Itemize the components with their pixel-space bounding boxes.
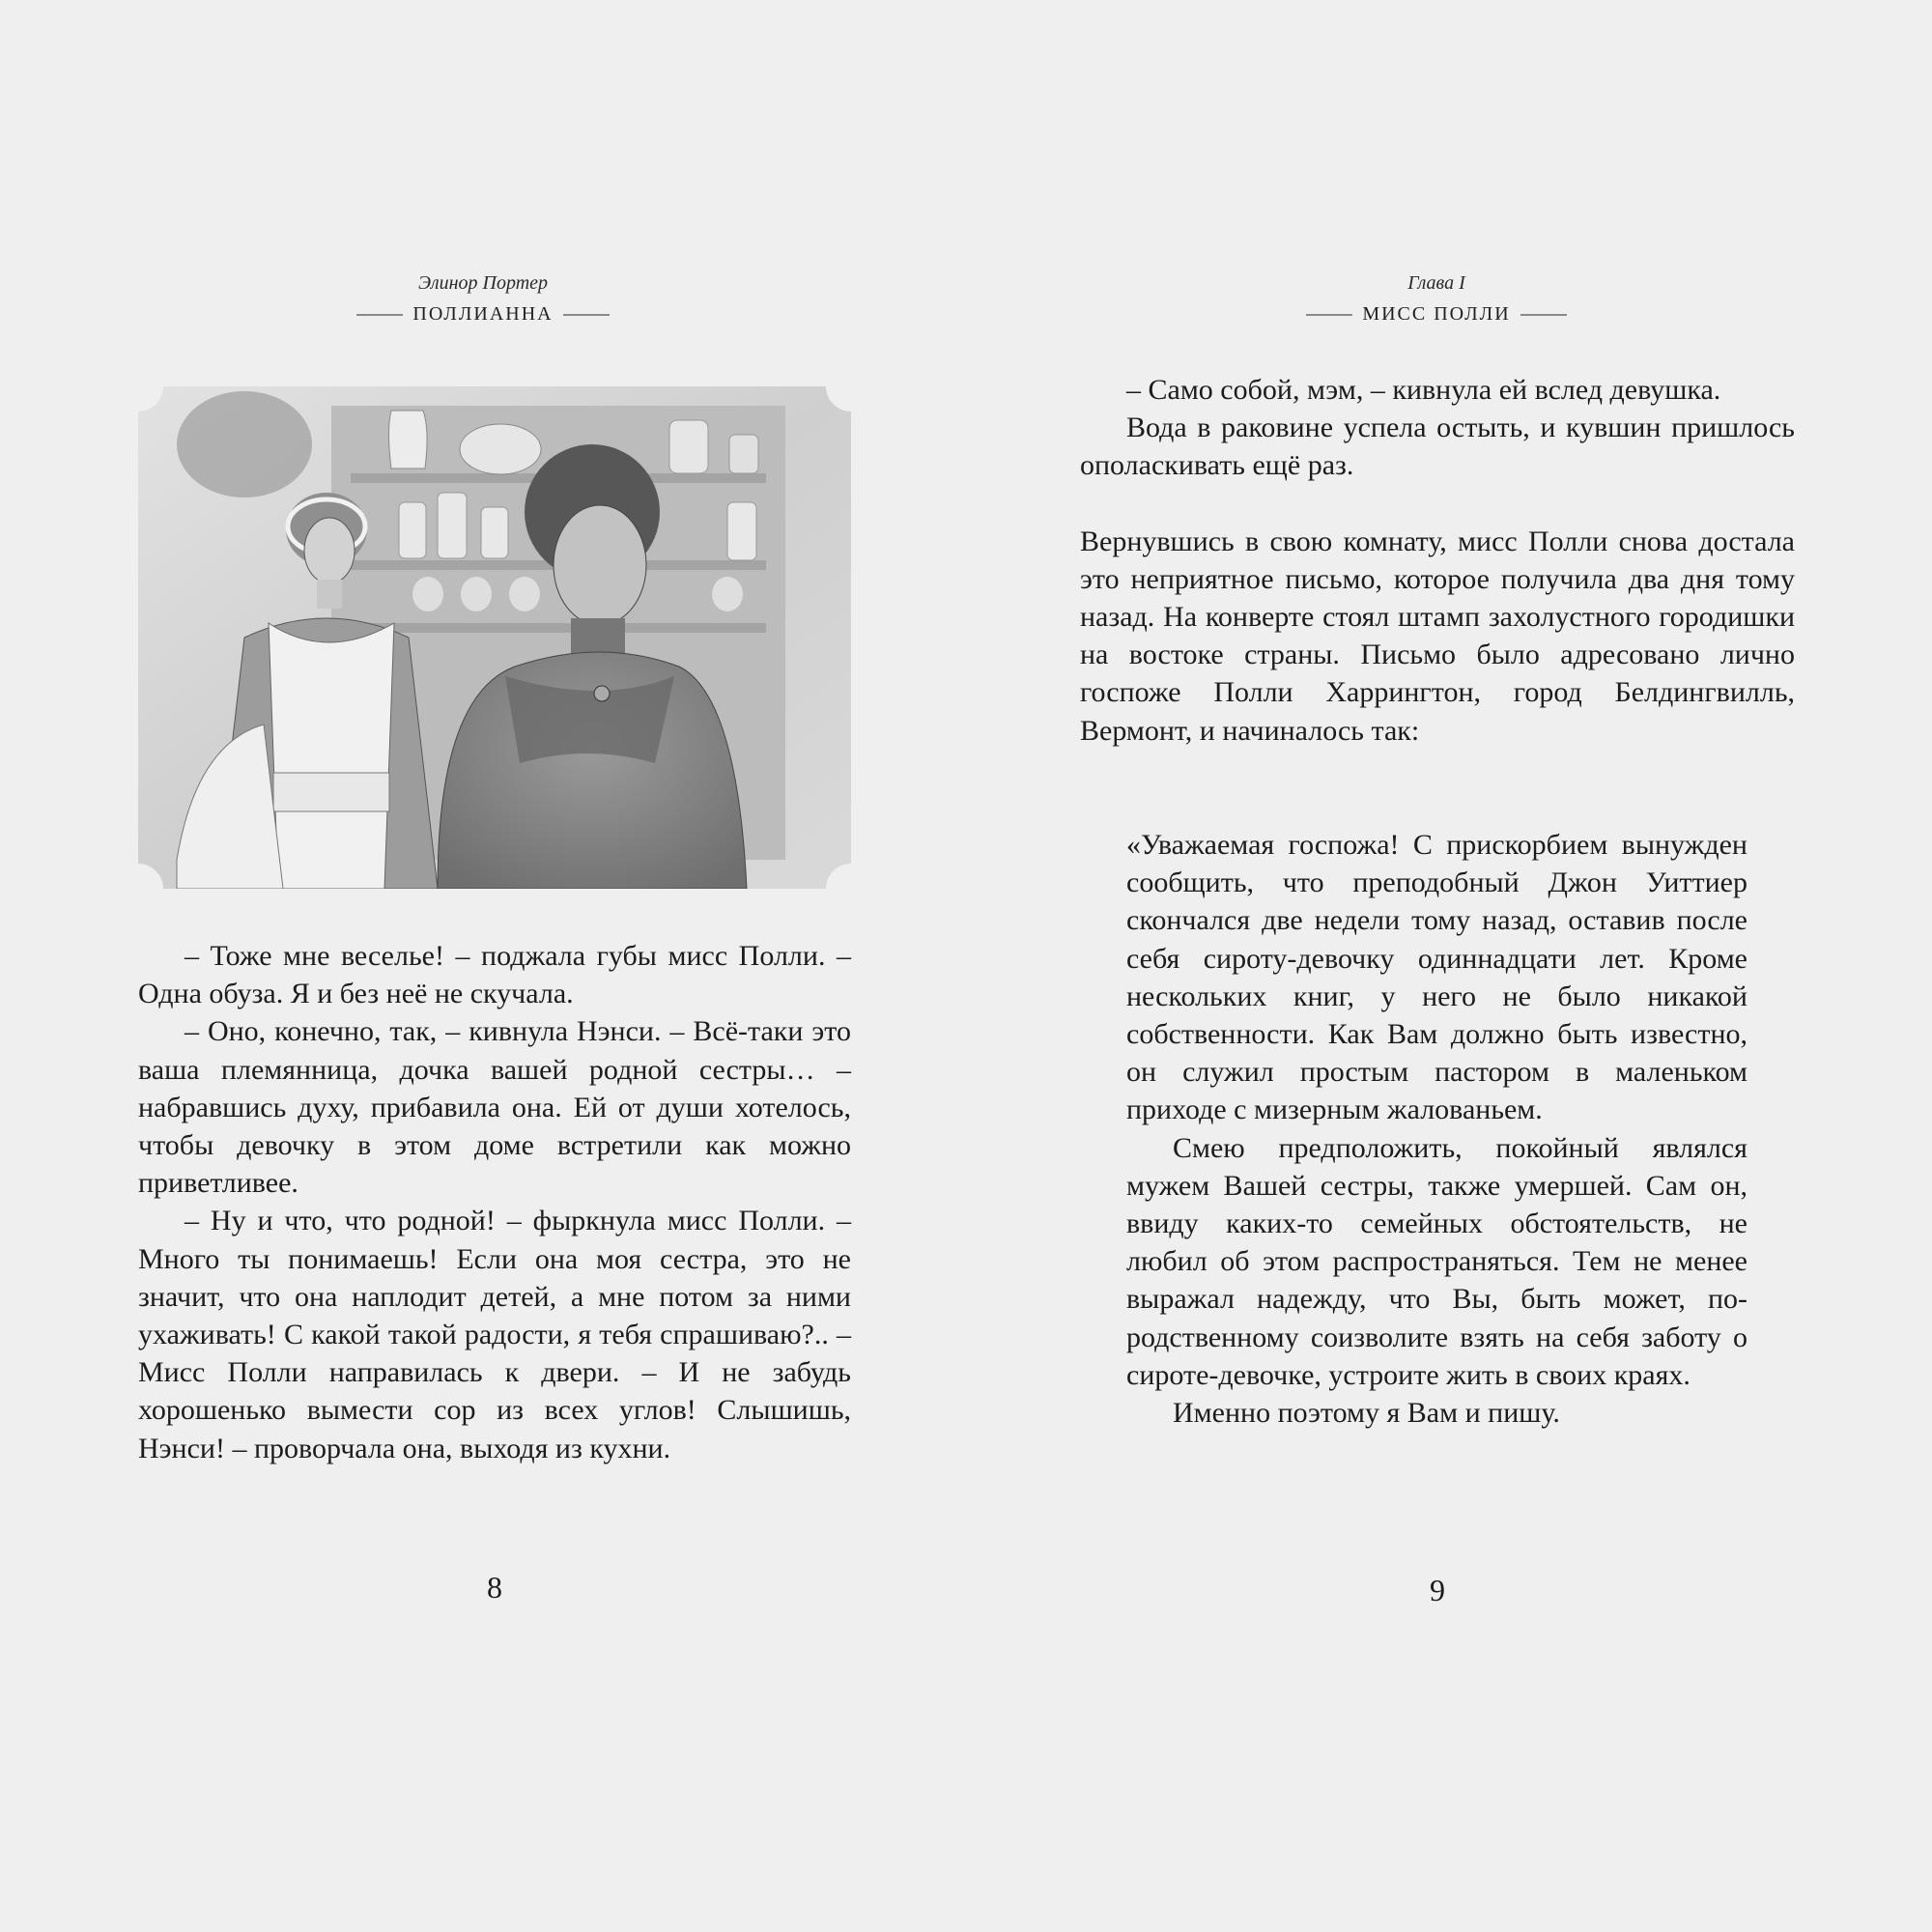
left-page-text bbox=[138, 937, 851, 1467]
letter-paragraph: Смею предположить, покойный являлся мужем Вашей сестры, также умершей. Сам он, ввиду каких-то семейных обстоятельств, не любил об этом распространяться. Тем не менее выражал надежду, что Вы, быть может, по-родственному соизволите взять на себя заботу о сироте-девочке, устроите жить в своих краях. bbox=[1126, 1131, 1747, 1391]
letter-paragraph: Именно поэтому я Вам и пишу. bbox=[1173, 1397, 1560, 1430]
rule-divider bbox=[356, 314, 403, 316]
illustration bbox=[138, 386, 851, 889]
book-title bbox=[0, 303, 966, 326]
page-number-right: 9 bbox=[1430, 1573, 1445, 1607]
chapter-label: Глава I bbox=[1407, 272, 1465, 294]
illustration-image bbox=[138, 386, 851, 889]
paragraph: – Само собой, мэм, – кивнула ей вслед девушка. bbox=[1126, 374, 1721, 406]
author-name: Элинор Портер bbox=[417, 272, 549, 294]
paragraph: – Оно, конечно, так, – кивнула Нэнси. – Всё-таки это ваша племянница, дочка вашей родной сестры… – набравшись духу, прибавила она. Ей от души хотелось, чтобы девочку в этом доме встретили как можно приветливее. bbox=[138, 1015, 851, 1200]
page-number-left: 8 bbox=[487, 1570, 502, 1605]
letter-paragraph: «Уважаемая госпожа! С прискорбием вынужден сообщить, что преподобный Джон Уиттиер скончался две недели тому назад, оставив после себя сироту-девочку одиннадцати лет. Кроме нескольких книг, у него не было никакой собственности. Как Вам должно быть известно, он служил простым пастором в маленьком приходе с мизерным жалованьем. bbox=[1126, 829, 1747, 1126]
letter-quote bbox=[1126, 826, 1747, 1432]
chapter-title bbox=[953, 303, 1919, 326]
section-break bbox=[1080, 485, 1795, 523]
right-page-text bbox=[1080, 371, 1795, 750]
rule-divider bbox=[1520, 314, 1567, 316]
rule-divider bbox=[1306, 314, 1352, 316]
paragraph: – Ну и что, что родной! – фыркнула мисс Полли. – Много ты понимаешь! Если она моя сестра, это не значит, что она наплодит детей, а мне потом за ними ухаживать! С какой такой радости, я тебя спрашиваю?.. – Мисс Полли направилась к двери. – И не забудь хорошенько вымести сор из всех углов! Слышишь, Нэнси! – проворчала она, выходя из кухни. bbox=[138, 1205, 851, 1464]
paragraph: Вода в раковине успела остыть, и кувшин пришлось ополаскивать ещё раз. bbox=[1080, 412, 1795, 482]
paragraph: Вернувшись в свою комнату, мисс Полли снова достала это неприятное письмо, которое получила два дня тому назад. На конверте стоял штамп захолустного городишки на востоке страны. Письмо было адресовано лично госпоже Полли Харрингтон, город Белдингвилль, Вермонт, и начиналось так: bbox=[1080, 525, 1795, 747]
paragraph: – Тоже мне веселье! – поджала губы мисс Полли. – Одна обуза. Я и без неё не скучала. bbox=[138, 940, 851, 1010]
book-title-text: ПОЛЛИАННА bbox=[412, 303, 554, 325]
rule-divider bbox=[563, 314, 610, 316]
chapter-title-text: МИСС ПОЛЛИ bbox=[1362, 303, 1511, 325]
